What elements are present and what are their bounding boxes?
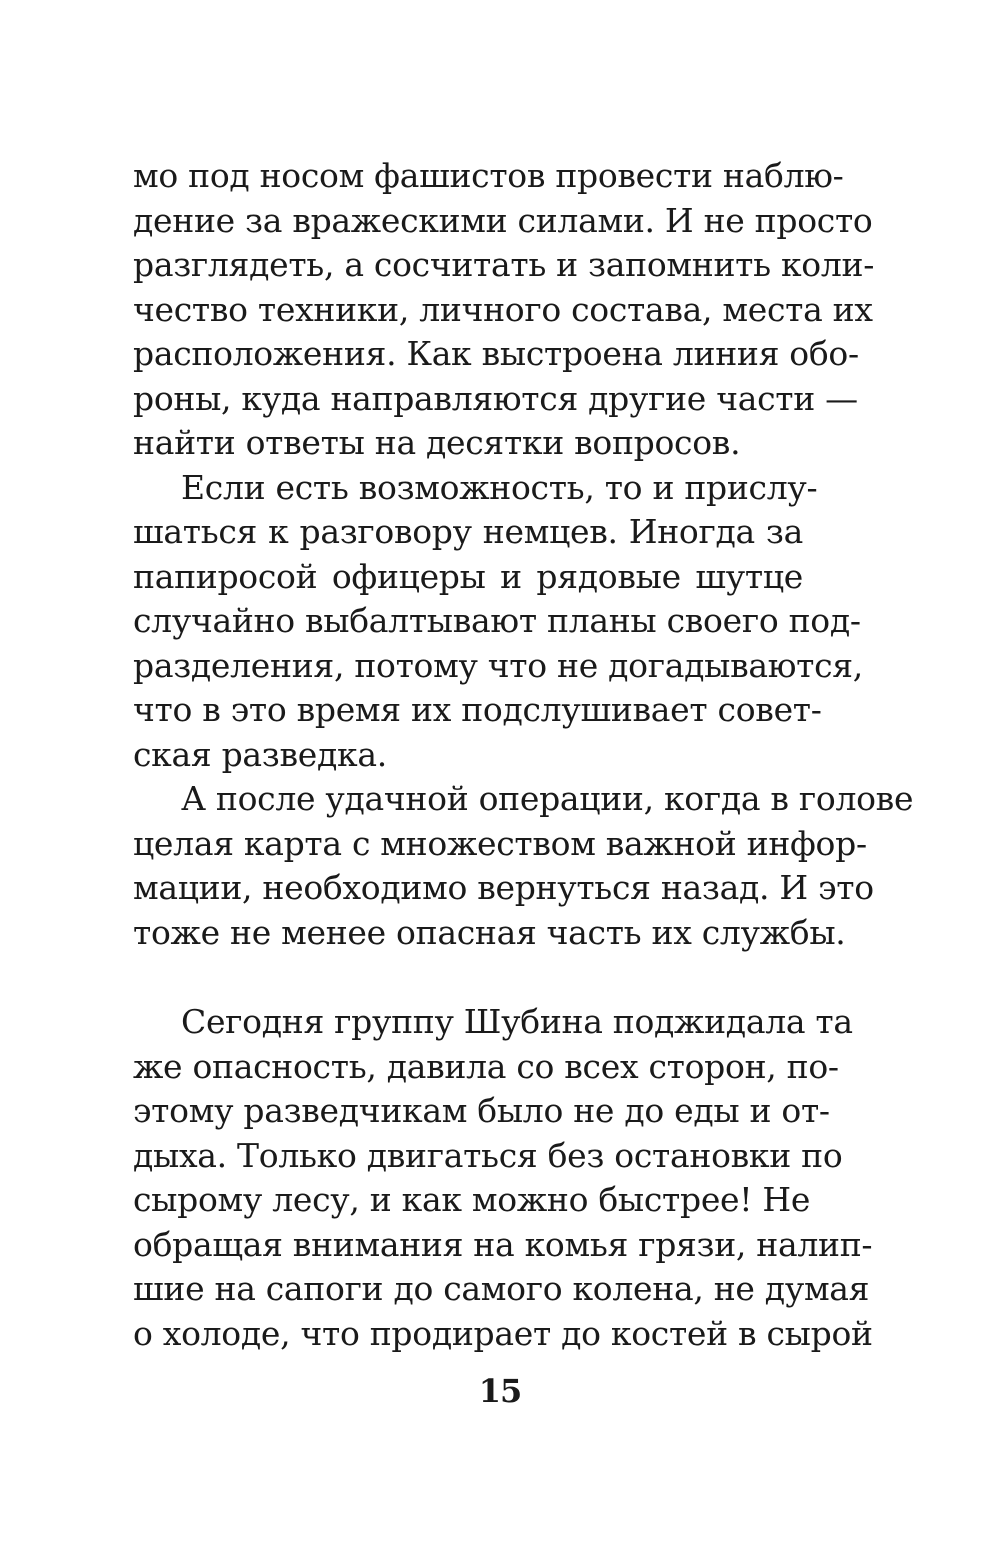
text-line: дение за вражескими силами. И не просто — [133, 200, 873, 240]
text-line: этому разведчикам было не до еды и от- — [133, 1091, 830, 1130]
text-line: А после удачной операции, когда в голове — [181, 779, 914, 818]
text-line: Сегодня группу Шубина поджидала та — [181, 1002, 853, 1041]
text-line: найти ответы на десятки вопросов. — [133, 423, 741, 462]
text-line: же опасность, давила со всех сторон, по- — [133, 1046, 839, 1086]
paragraph — [133, 466, 863, 778]
text-line: мо под носом фашистов провести наблю- — [133, 156, 844, 195]
text-line: обращая внимания на комья грязи, налип- — [133, 1224, 873, 1264]
text-line: Если есть возможность, то и прислу- — [181, 467, 818, 507]
text-section-2 — [133, 1000, 873, 1356]
paragraph — [133, 154, 875, 466]
text-line: шие на сапоги до самого колена, не думая — [133, 1269, 870, 1308]
text-line: чество техники, личного состава, места их — [133, 289, 873, 329]
text-line: тоже не менее опасная часть их службы. — [133, 912, 846, 952]
text-line: о холоде, что продирает до костей в сырой — [133, 1313, 873, 1353]
text-line: расположения. Как выстроена линия обо- — [133, 334, 859, 373]
text-line: случайно выбалтывают планы своего под- — [133, 601, 861, 640]
paragraph — [133, 1000, 873, 1356]
text-line: ская разведка. — [133, 734, 387, 774]
text-line: разглядеть, а сосчитать и запомнить коли- — [133, 245, 875, 284]
page-number: 15 — [478, 1372, 522, 1410]
text-section-1 — [133, 154, 914, 955]
text-line: папиросой офицеры и рядовые шутце — [133, 556, 803, 596]
text-line: что в это время их подслушивает совет- — [133, 690, 822, 729]
text-line: дыха. Только двигаться без остановки по — [133, 1135, 843, 1175]
paragraph — [133, 777, 914, 955]
text-line: шаться к разговору немцев. Иногда за — [133, 512, 803, 551]
text-line: сырому лесу, и как можно быстрее! Не — [133, 1180, 811, 1219]
text-line: целая карта с множеством важной инфор- — [133, 823, 867, 863]
text-line: разделения, потому что не догадываются, — [133, 645, 863, 685]
text-line: мации, необходимо вернуться назад. И это — [133, 868, 874, 907]
text-line: роны, куда направляются другие части — — [133, 378, 858, 418]
